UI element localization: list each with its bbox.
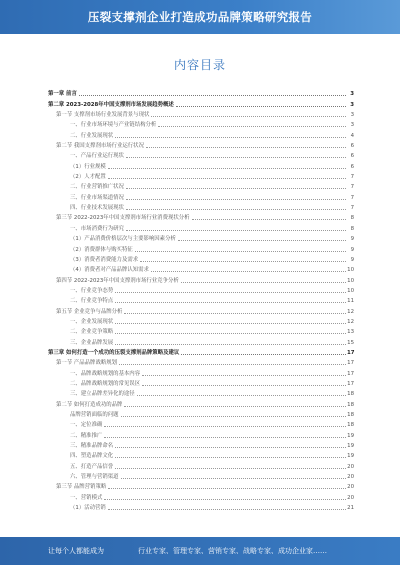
footer-banner <box>0 537 400 565</box>
toc-leader-dots <box>126 209 346 210</box>
toc-entry-label: 三、行业市场渠道情况 <box>70 194 124 201</box>
toc-leader-dots <box>121 416 346 417</box>
toc-entry[interactable] <box>48 139 354 149</box>
toc-entry-page: 18 <box>347 422 354 429</box>
toc-entry-label: 第一章 前言 <box>48 91 77 98</box>
toc-leader-dots <box>126 188 346 189</box>
toc-entry-label: （4）消费者对产品品牌认知需求 <box>70 267 149 274</box>
toc-entry[interactable] <box>48 335 354 345</box>
toc-entry-page: 19 <box>347 453 354 460</box>
toc-leader-dots <box>176 106 346 107</box>
toc-entry-label: 六、管理与营销渠道 <box>70 474 119 481</box>
toc-entry[interactable] <box>48 490 354 500</box>
toc-entry[interactable] <box>48 439 354 449</box>
toc-entry-page: 19 <box>347 443 354 450</box>
toc-entry-label: 一、定位准确 <box>70 422 103 429</box>
toc-entry-page: 6 <box>350 143 354 150</box>
toc-entry[interactable] <box>48 356 354 366</box>
toc-entry-label: 一、产品行业运行现状 <box>70 153 124 160</box>
toc-entry-page: 20 <box>347 474 354 481</box>
toc-entry-label: 一、行业竞争态势 <box>70 287 114 294</box>
toc-entry-label: 第四节 2022-2023年中国支撑剂市场行业竞争分析 <box>56 277 179 284</box>
toc-leader-dots <box>151 116 346 117</box>
toc-entry-page: 3 <box>350 122 354 129</box>
toc-leader-dots <box>79 95 346 96</box>
toc-entry[interactable] <box>48 118 354 128</box>
toc-leader-dots <box>140 261 346 262</box>
toc-leader-dots <box>115 302 346 303</box>
toc-entry-label: 二、行业竞争特点 <box>70 298 114 305</box>
toc-entry[interactable] <box>48 284 354 294</box>
toc-entry-label: 第三节 品牌营销策略 <box>56 484 107 491</box>
toc-leader-dots <box>126 230 346 231</box>
toc-entry-label: 四、塑造品牌文化 <box>70 453 114 460</box>
toc-entry[interactable] <box>48 253 354 263</box>
toc-leader-dots <box>108 488 346 489</box>
toc-entry[interactable] <box>48 449 354 459</box>
toc-entry[interactable] <box>48 221 354 231</box>
toc-entry[interactable] <box>48 408 354 418</box>
toc-entry[interactable] <box>48 108 354 118</box>
toc-entry-label: 二、企业竞争策略 <box>70 329 114 336</box>
toc-entry-label: （1）行业规模 <box>70 163 106 170</box>
toc-leader-dots <box>126 199 346 200</box>
toc-entry[interactable] <box>48 97 354 107</box>
toc-leader-dots <box>115 333 346 334</box>
table-of-contents <box>48 87 354 511</box>
toc-entry-page: 3 <box>350 101 354 108</box>
toc-entry[interactable] <box>48 387 354 397</box>
toc-entry-label: 二、行业营销推广状况 <box>70 184 124 191</box>
toc-entry[interactable] <box>48 325 354 335</box>
toc-leader-dots <box>115 292 346 293</box>
toc-leader-dots <box>124 313 346 314</box>
toc-leader-dots <box>104 499 346 500</box>
toc-entry[interactable] <box>48 377 354 387</box>
toc-leader-dots <box>121 478 346 479</box>
toc-entry-page: 7 <box>350 205 354 212</box>
toc-entry-page: 3 <box>350 91 354 98</box>
toc-leader-dots <box>151 271 346 272</box>
toc-leader-dots <box>192 219 346 220</box>
toc-entry-page: 7 <box>350 194 354 201</box>
toc-entry-page: 17 <box>347 380 354 387</box>
toc-leader-dots <box>115 468 346 469</box>
toc-entry-page: 17 <box>347 370 354 377</box>
toc-entry-page: 10 <box>347 277 354 284</box>
toc-entry[interactable] <box>48 418 354 428</box>
toc-entry[interactable] <box>48 128 354 138</box>
toc-leader-dots <box>181 354 346 355</box>
toc-entry-label: 一、营销模式 <box>70 494 103 501</box>
toc-leader-dots <box>181 282 346 283</box>
toc-leader-dots <box>137 395 346 396</box>
toc-entry[interactable] <box>48 273 354 283</box>
toc-entry-page: 9 <box>350 236 354 243</box>
toc-entry-page: 18 <box>347 391 354 398</box>
toc-entry[interactable] <box>48 397 354 407</box>
toc-entry-page: 9 <box>350 246 354 253</box>
toc-entry-label: 第二章 2023-2028年中国支撑剂市场发展趋势概述 <box>48 101 174 108</box>
footer-tagline: 行业专家、管理专家、营销专家、战略专家、成功企业家…… <box>138 547 327 555</box>
toc-entry[interactable] <box>48 366 354 376</box>
toc-entry-label: 五、打造产品信誉 <box>70 463 114 470</box>
toc-entry-page: 15 <box>347 339 354 346</box>
toc-entry-label: 第三节 2022-2023年中国支撑剂市场行业消费现状分析 <box>56 215 190 222</box>
toc-entry-label: 二、行业发展现状 <box>70 132 114 139</box>
toc-entry-label: （2）消费群体与购买特征 <box>70 246 133 253</box>
report-header <box>0 0 400 34</box>
toc-entry-label: 第三章 如何打造一个成功的压裂支撑剂品牌策略及建议 <box>48 349 180 356</box>
toc-entry-page: 4 <box>350 132 354 139</box>
toc-entry[interactable] <box>48 480 354 490</box>
toc-entry[interactable] <box>48 346 354 356</box>
toc-entry-label: 一、行业市场环境与产业链结构分析 <box>70 122 157 129</box>
toc-entry-label: 三、精准品牌命名 <box>70 443 114 450</box>
toc-leader-dots <box>146 147 346 148</box>
toc-entry-label: （1）活动营销 <box>70 505 106 512</box>
toc-entry-label: 第二节 我国支撑剂市场行业运行状况 <box>56 143 144 150</box>
toc-entry[interactable] <box>48 470 354 480</box>
toc-entry-page: 12 <box>347 318 354 325</box>
toc-entry-page: 20 <box>347 494 354 501</box>
footer-slogan: 让每个人都能成为 <box>48 547 104 555</box>
toc-entry[interactable] <box>48 501 354 511</box>
toc-entry-page: 9 <box>350 256 354 263</box>
report-title: 压裂支撑剂企业打造成功品牌策略研究报告 <box>87 10 313 24</box>
toc-entry-page: 6 <box>350 153 354 160</box>
toc-entry-label: 一、企业发展现状 <box>70 318 114 325</box>
toc-leader-dots <box>158 126 346 127</box>
toc-entry-page: 21 <box>347 505 354 512</box>
toc-leader-dots <box>104 426 346 427</box>
toc-entry-page: 3 <box>350 112 354 119</box>
toc-entry-page: 8 <box>350 215 354 222</box>
toc-entry-page: 13 <box>347 329 354 336</box>
toc-entry-page: 10 <box>347 267 354 274</box>
toc-entry-label: 第二节 如何打造成功的品牌 <box>56 401 123 408</box>
toc-entry-label: （3）消费者消费能力及需求 <box>70 256 139 263</box>
toc-entry[interactable] <box>48 180 354 190</box>
toc-entry[interactable] <box>48 428 354 438</box>
toc-leader-dots <box>115 137 346 138</box>
toc-entry[interactable] <box>48 87 354 97</box>
toc-entry[interactable] <box>48 149 354 159</box>
toc-entry-label: 三、企业品牌发展 <box>70 339 114 346</box>
toc-entry[interactable] <box>48 190 354 200</box>
toc-entry-page: 6 <box>350 163 354 170</box>
toc-entry[interactable] <box>48 263 354 273</box>
toc-entry[interactable] <box>48 304 354 314</box>
toc-entry-page: 7 <box>350 184 354 191</box>
toc-entry-label: 二、品牌战略规划的常见误区 <box>70 380 141 387</box>
toc-leader-dots <box>119 364 346 365</box>
toc-entry-label: 第一节 产品品牌战略规划 <box>56 360 118 367</box>
toc-entry[interactable] <box>48 211 354 221</box>
toc-entry-page: 12 <box>347 308 354 315</box>
toc-leader-dots <box>124 406 346 407</box>
toc-entry-page: 19 <box>347 432 354 439</box>
toc-leader-dots <box>108 509 346 510</box>
toc-entry[interactable] <box>48 232 354 242</box>
toc-entry[interactable] <box>48 170 354 180</box>
toc-entry-page: 20 <box>347 463 354 470</box>
toc-entry-page: 8 <box>350 225 354 232</box>
toc-entry[interactable] <box>48 294 354 304</box>
toc-entry-label: 二、精准推广 <box>70 432 103 439</box>
toc-entry[interactable] <box>48 201 354 211</box>
toc-entry-page: 11 <box>347 298 354 305</box>
toc-entry-label: 三、建立品牌差异化的途径 <box>70 391 135 398</box>
toc-leader-dots <box>108 168 346 169</box>
toc-entry[interactable] <box>48 459 354 469</box>
toc-leader-dots <box>126 157 346 158</box>
toc-entry-page: 18 <box>347 412 354 418</box>
toc-leader-dots <box>142 385 346 386</box>
toc-entry-page: 17 <box>347 360 354 367</box>
toc-entry-label: 品牌营销面临的问题 <box>70 412 119 418</box>
toc-entry-label: 一、品牌战略规划的基本内容 <box>70 370 141 377</box>
toc-entry-label: （2）人才配置 <box>70 174 106 181</box>
toc-entry[interactable] <box>48 159 354 169</box>
toc-leader-dots <box>115 323 346 324</box>
toc-entry-page: 17 <box>347 349 355 356</box>
toc-leader-dots <box>178 240 346 241</box>
toc-leader-dots <box>142 375 346 376</box>
toc-leader-dots <box>108 178 346 179</box>
toc-entry-page: 20 <box>347 484 354 491</box>
toc-entry-label: （1）产品消费价格层次与主要影响因素分析 <box>70 236 176 243</box>
toc-leader-dots <box>115 344 346 345</box>
toc-entry-label: 四、行业技术发展现状 <box>70 205 124 212</box>
toc-leader-dots <box>115 457 346 458</box>
toc-entry-label: 一、市场消费行为研究 <box>70 225 124 232</box>
toc-entry-page: 18 <box>347 401 354 408</box>
toc-entry[interactable] <box>48 242 354 252</box>
toc-entry-label: 第五节 企业竞争与品牌分析 <box>56 308 123 315</box>
toc-heading: 内容目录 <box>173 58 226 72</box>
toc-entry-label: 第一节 支撑剂市场行业发展背景与现状 <box>56 112 150 119</box>
toc-leader-dots <box>115 447 346 448</box>
toc-entry[interactable] <box>48 315 354 325</box>
toc-leader-dots <box>135 251 346 252</box>
toc-entry-page: 10 <box>347 287 354 294</box>
toc-entry-page: 7 <box>350 174 354 181</box>
toc-leader-dots <box>104 437 346 438</box>
